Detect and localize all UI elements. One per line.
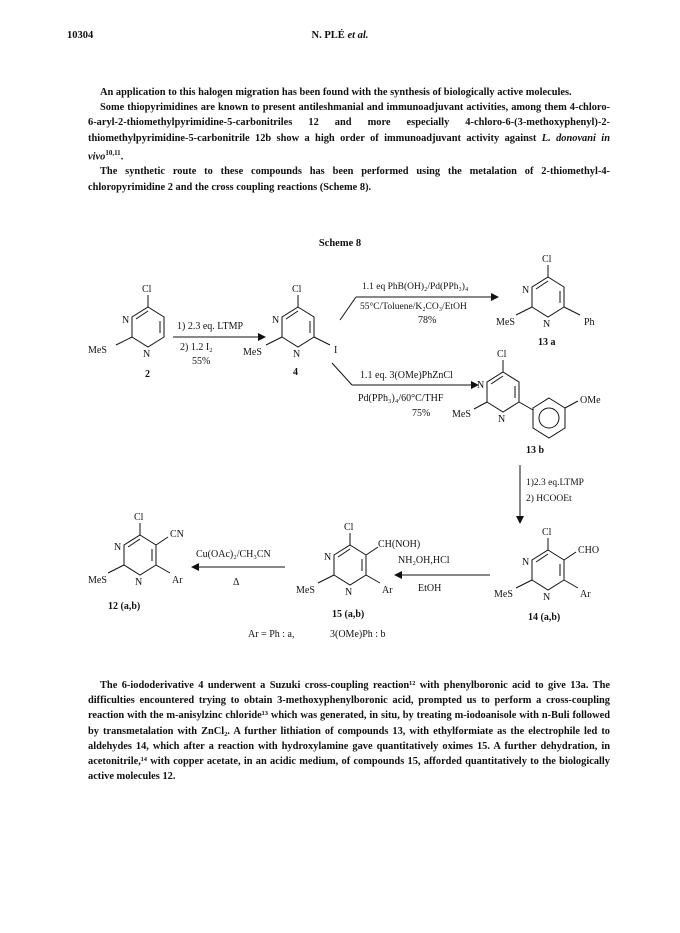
compound-4-cl: Cl	[292, 284, 302, 295]
reagent-step2-line2: 55°C/Toluene/K₂CO₃/EtOH	[360, 302, 467, 312]
reagent-step4-line2: 2) HCOOEt	[526, 494, 572, 504]
compound-12-cn: CN	[170, 529, 184, 540]
compound-14-n2: N	[543, 592, 551, 603]
compound-4-n1: N	[272, 315, 280, 326]
intro-p2-ref: 10,11	[105, 148, 121, 157]
compound-15-oxime: CH(NOH)	[378, 539, 421, 550]
compound-2-label: 2	[145, 369, 150, 380]
compound-2-cl: Cl	[142, 284, 152, 295]
compound-13a-cl: Cl	[542, 254, 552, 265]
ar-definition-b: 3(OMe)Ph : b	[330, 629, 386, 640]
page-number: 10304	[67, 30, 94, 41]
reagent-step2-line1: 1.1 eq PhB(OH)₂/Pd(PPh₃)₄	[362, 282, 469, 292]
body-text	[88, 678, 610, 784]
compound-13a-mes: MeS	[496, 317, 515, 328]
compound-14-label: 14 (a,b)	[528, 612, 561, 623]
intro-p2-end: .	[120, 151, 124, 163]
compound-15-n2: N	[345, 587, 353, 598]
compound-14-mes: MeS	[494, 589, 513, 600]
intro-paragraph-3: The synthetic route to these compounds has been performed using the metalation of 2-thiomethyl-4-chloropyrimidine 2 and the cross coupling reactions (Scheme 8).	[88, 166, 610, 193]
reagent-step3-line1: 1.1 eq. 3(OMe)PhZnCl	[360, 370, 453, 381]
compound-13b-n1: N	[477, 380, 485, 391]
compound-14-ar: Ar	[580, 589, 591, 600]
compound-2-mes: MeS	[88, 345, 107, 356]
reagent-step5-line1: NH₂OH,HCl	[398, 555, 450, 566]
intro-p2-italic: L. donovani in vivo	[88, 132, 610, 163]
reagent-step6-line1: Cu(OAc)₂/CH₃CN	[196, 549, 271, 560]
reagent-step1-line2: 2) 1.2 I₂	[180, 342, 213, 353]
compound-2-n1: N	[122, 315, 130, 326]
intro-paragraph-2	[88, 100, 610, 164]
header-authors: N. PLÉ	[311, 30, 348, 41]
compound-13b-cl: Cl	[497, 349, 507, 360]
compound-12-ar: Ar	[172, 575, 183, 586]
compound-13b-ome: OMe	[580, 395, 601, 406]
compound-13a-n1: N	[522, 285, 530, 296]
compound-13a-label: 13 a	[538, 337, 556, 348]
compound-4-label: 4	[293, 367, 298, 378]
arrow-4-to-13b-diag	[332, 363, 352, 385]
compound-15-n1: N	[324, 552, 332, 563]
intro-text	[88, 85, 610, 195]
reagent-step1-line1: 1) 2.3 eq. LTMP	[177, 321, 244, 332]
compound-15-ar: Ar	[382, 585, 393, 596]
compound-4-mes: MeS	[243, 347, 262, 358]
compound-13a-ph: Ph	[584, 317, 595, 328]
compound-4-n2: N	[293, 349, 301, 360]
compound-4-i: I	[334, 345, 338, 356]
ar-definition-a: Ar = Ph : a,	[248, 629, 295, 640]
body-paragraph: The 6-iododerivative 4 underwent a Suzuki cross-coupling reaction¹² with phenylboronic acid to give 13a. The difficulties encountered trying to obtain 3-methoxyphenylboronic acid, prompted us to perform a cross-coupling reaction with the m-anisylzinc chloride¹³ which was generated, in situ, by treating m-iodoanisole with n-Buli followed by transmetalation with ZnCl₂. A further lithiation of compounds 13, with ethylformiate as the electrophile led to aldehydes 14, which after a reaction with hydroxylamine gave quantitatively oximes 15. A further dehydration, in acetonitrile,¹⁴ with copper acetate, in an acidic medium, of compounds 15, afforded quantitatively to the biologically active molecules 12.	[88, 680, 610, 783]
compound-12-label: 12 (a,b)	[108, 601, 141, 612]
arrow-4-to-13a-diag	[340, 297, 356, 320]
compound-12-cl: Cl	[134, 512, 144, 523]
intro-p2-text: Some thiopyrimidines are known to present antileshmanial and immunoadjuvant activities, among them 4-chloro-6-aryl-2-thiomethylpyrimidine-5-carbonitriles 12 and more especially 4-chloro-6-(3-methoxyphenyl)-2-thiomethylpyrimidine-5-carbonitrile 12b show a high order of immunoadjuvant activity against	[88, 102, 610, 144]
compound-13b-label: 13 b	[526, 445, 545, 456]
compound-2-n2: N	[143, 349, 151, 360]
compound-15-cl: Cl	[344, 522, 354, 533]
compound-14-cl: Cl	[542, 527, 552, 538]
compound-13b-mes: MeS	[452, 409, 471, 420]
compound-12-mes: MeS	[88, 575, 107, 586]
compound-15-label: 15 (a,b)	[332, 609, 365, 620]
reagent-step5-line2: EtOH	[418, 583, 442, 594]
running-header	[0, 30, 680, 41]
compound-13a-n2: N	[543, 319, 551, 330]
reagent-step6-line2: Δ	[233, 577, 240, 588]
scheme-title: Scheme 8	[318, 238, 362, 249]
intro-paragraph-1: An application to this halogen migration has been found with the synthesis of biologically active molecules.	[100, 87, 572, 98]
compound-14-cho: CHO	[578, 545, 600, 556]
reagent-step4-line1: 1)2.3 eq.LTMP	[526, 478, 584, 488]
compound-14-n1: N	[522, 557, 530, 568]
compound-15-mes: MeS	[296, 585, 315, 596]
reagent-step3-yield: 75%	[412, 408, 431, 419]
reagent-step3-line2: Pd(PPh₃)₄/60°C/THF	[358, 393, 444, 404]
reaction-scheme	[0, 245, 680, 665]
compound-13b	[474, 360, 578, 438]
reagent-step2-yield: 78%	[418, 315, 437, 326]
reagent-step1-yield: 55%	[192, 356, 211, 367]
compound-12-n2: N	[135, 577, 143, 588]
compound-13b-n2: N	[498, 414, 506, 425]
compound-12-n1: N	[114, 542, 122, 553]
header-etal: et al.	[347, 30, 369, 41]
